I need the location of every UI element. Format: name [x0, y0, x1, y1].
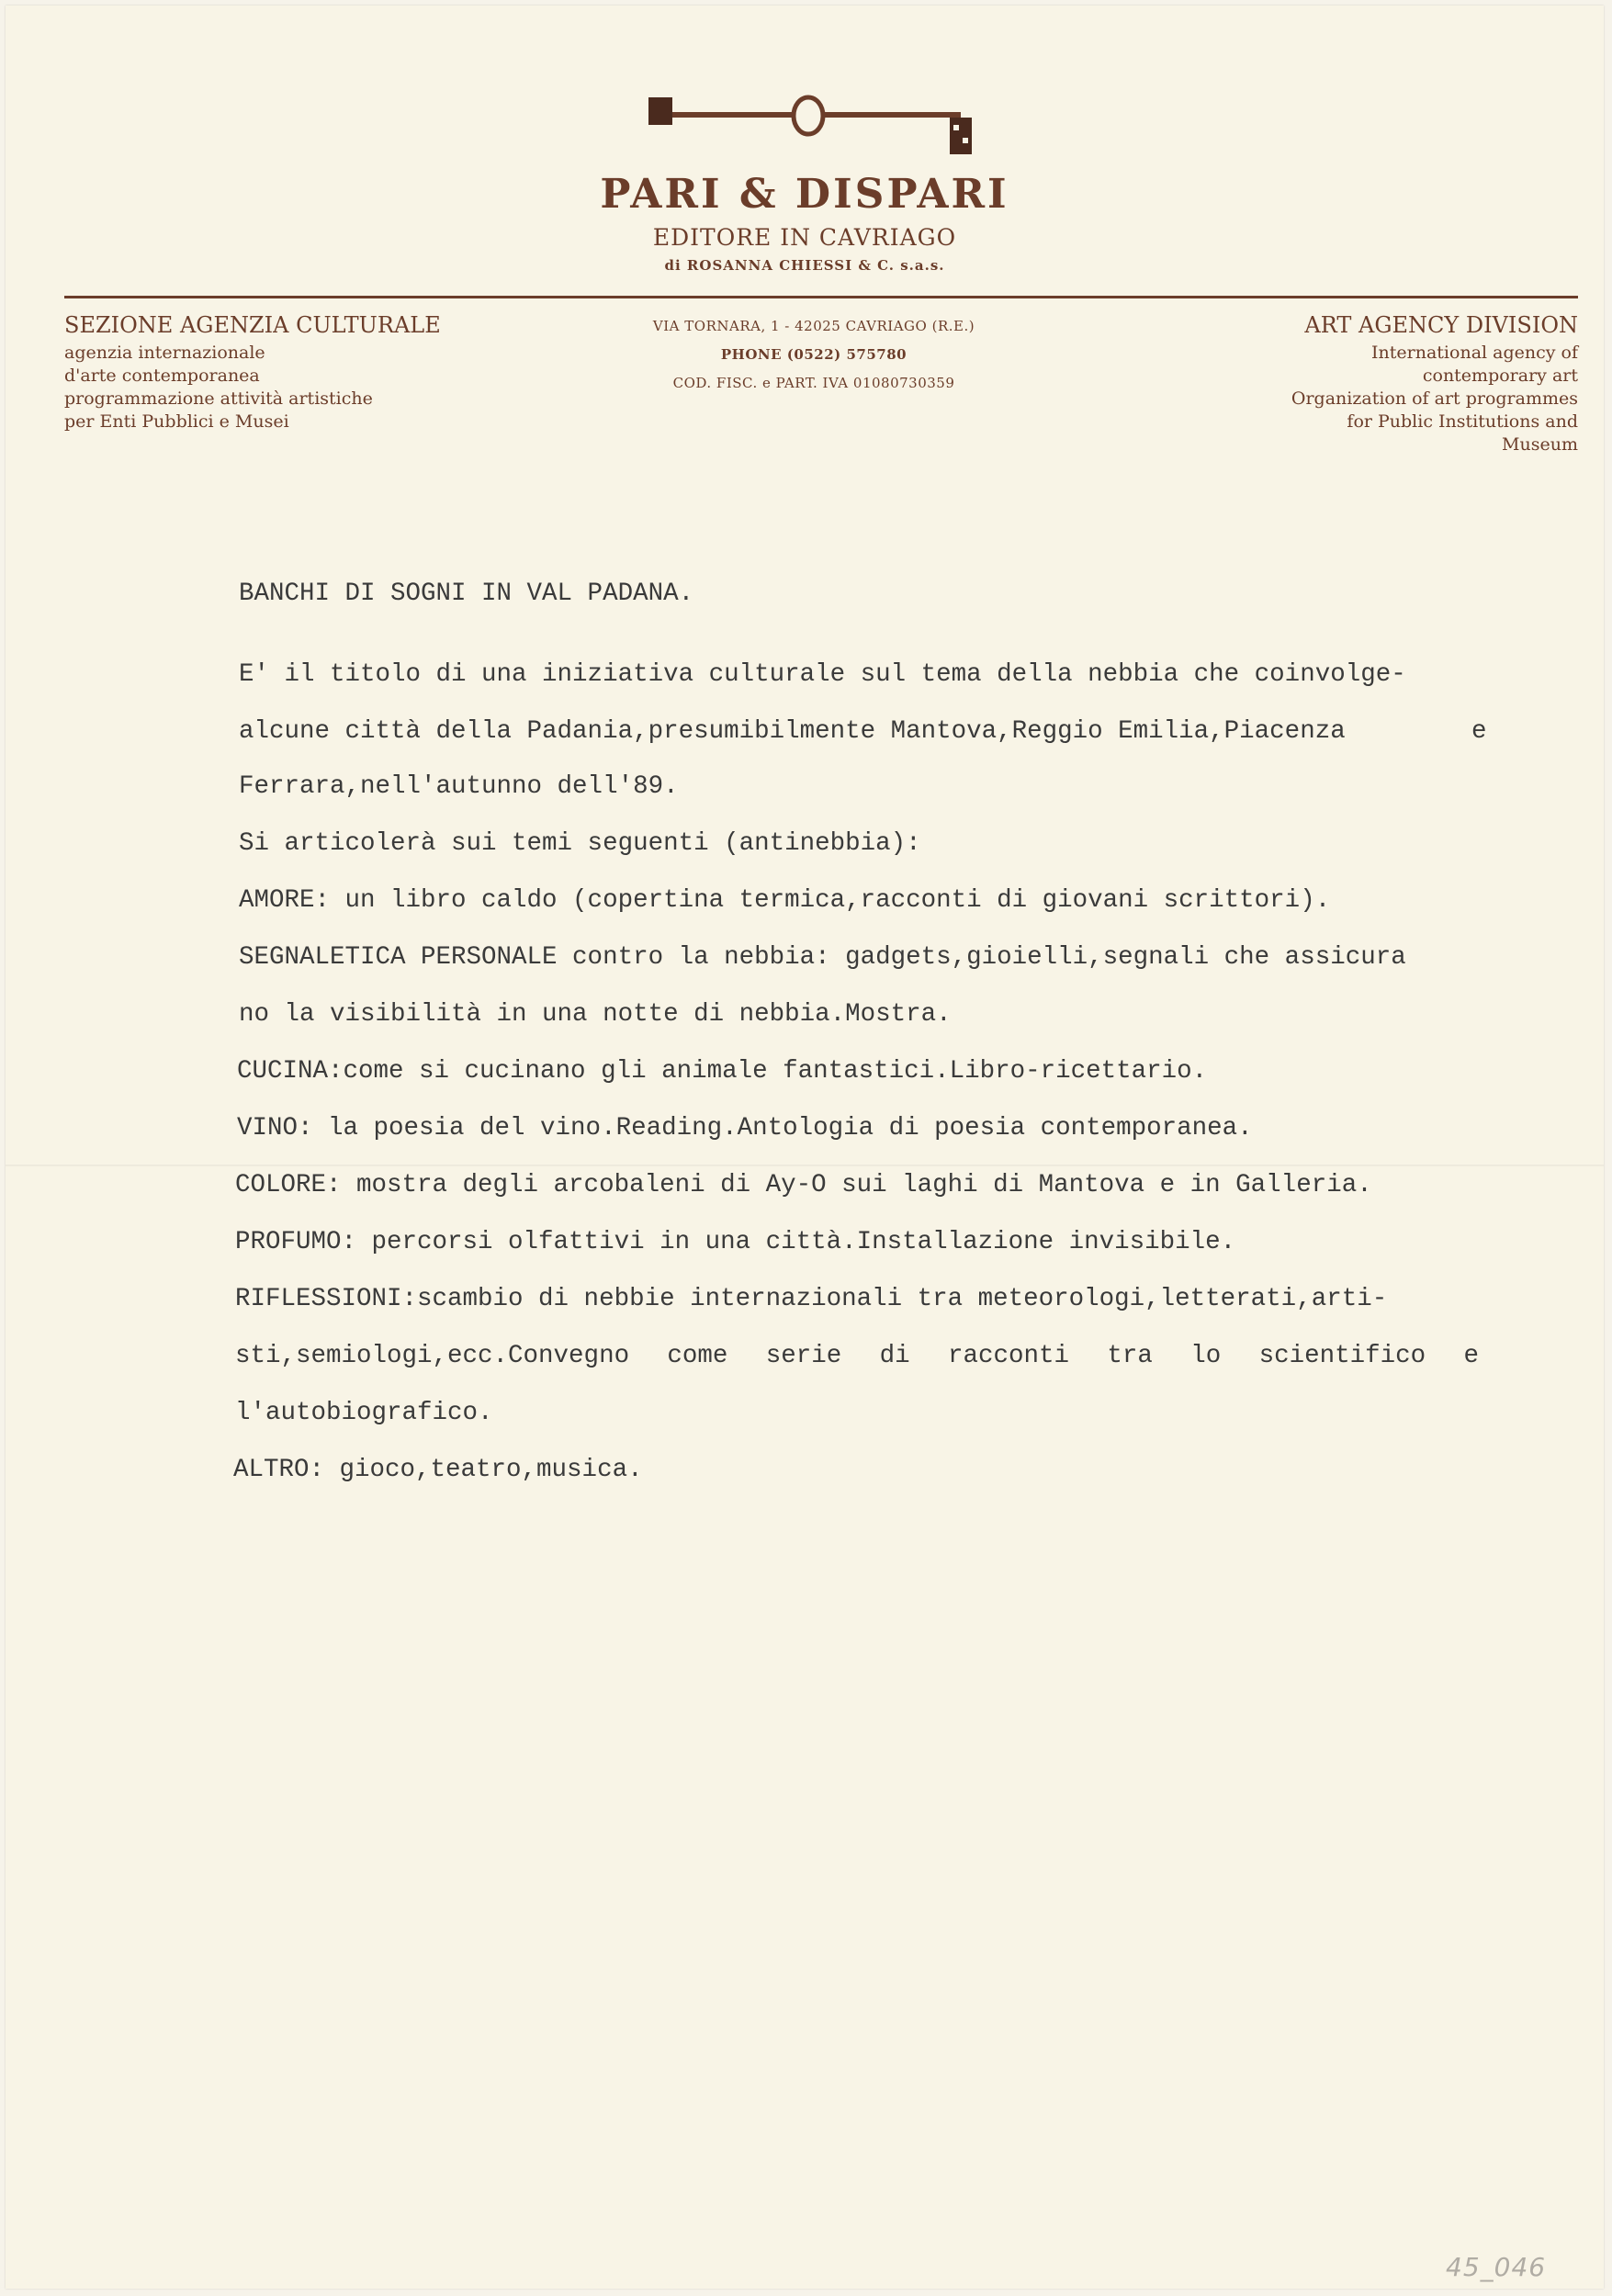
- intro-line: alcune città della Padania,presumibilmente Mantova,Reggio Emilia,Piacenza: [239, 717, 1346, 746]
- left-line: d'arte contemporanea: [64, 366, 260, 386]
- word: serie: [765, 1342, 842, 1370]
- theme-riflessioni: RIFLESSIONI:scambio di nebbie internazionali tra meteorologi,letterati,arti-: [235, 1285, 1388, 1313]
- word: tra: [1107, 1342, 1153, 1370]
- letterhead-right-column: [1071, 312, 1578, 456]
- theme-amore: AMORE: un libro caldo (copertina termica,racconti di giovani scrittori).: [239, 886, 1331, 915]
- paper-fold: [6, 1165, 1604, 1166]
- intro-line: Ferrara,nell'autunno dell'89.: [239, 772, 679, 801]
- theme-segnaletica: SEGNALETICA PERSONALE contro la nebbia: gadgets,gioielli,segnali che assicura: [239, 943, 1406, 972]
- theme-vino: VINO: la poesia del vino.Reading.Antologia di poesia contemporanea.: [237, 1114, 1253, 1142]
- right-line: Organization of art programmes: [1291, 388, 1578, 409]
- archive-number: 45_046: [1446, 2252, 1547, 2282]
- tax-line: COD. FISC. e PART. IVA 01080730359: [672, 375, 955, 391]
- word: di: [879, 1342, 910, 1370]
- phone-line: PHONE (0522) 575780: [720, 346, 907, 363]
- right-line: contemporary art: [1422, 366, 1578, 386]
- letterhead-rule: [64, 296, 1578, 298]
- address-line: VIA TORNARA, 1 - 42025 CAVRIAGO (R.E.): [652, 318, 975, 334]
- theme-segnaletica-cont: no la visibilità in una notte di nebbia.Mostra.: [239, 1000, 952, 1029]
- word: come: [667, 1342, 728, 1370]
- intro-line: E' il titolo di una iniziativa culturale sul tema della nebbia che coinvolge-: [239, 660, 1406, 689]
- right-line: Museum: [1502, 434, 1578, 455]
- left-line: per Enti Pubblici e Musei: [64, 411, 289, 432]
- letter-sheet: [6, 6, 1604, 2289]
- theme-colore: COLORE: mostra degli arcobaleni di Ay-O sui laghi di Mantova e in Galleria.: [235, 1171, 1372, 1199]
- right-line: for Public Institutions and: [1347, 411, 1578, 432]
- intro-line: e: [1471, 717, 1487, 746]
- letterhead-address: [557, 312, 1071, 398]
- theme-altro: ALTRO: gioco,teatro,musica.: [233, 1456, 643, 1484]
- letterhead-left-column: [64, 312, 542, 433]
- left-line: agenzia internazionale: [64, 343, 265, 363]
- brand-subtitle: EDITORE IN CAVRIAGO: [652, 224, 957, 251]
- document-title: BANCHI DI SOGNI IN VAL PADANA.: [239, 580, 694, 608]
- word: racconti: [948, 1342, 1070, 1370]
- word: scientifico: [1258, 1342, 1426, 1370]
- brand-name: PARI & DISPARI: [600, 171, 1009, 218]
- left-line: programmazione attività artistiche: [64, 388, 373, 409]
- word: e: [1463, 1342, 1479, 1370]
- theme-profumo: PROFUMO: percorsi olfattivi in una città.Installazione invisibile.: [235, 1228, 1236, 1256]
- theme-riflessioni-end: l'autobiografico.: [235, 1399, 493, 1427]
- right-heading: ART AGENCY DIVISION: [1304, 312, 1578, 338]
- left-heading: SEZIONE AGENZIA CULTURALE: [64, 312, 441, 338]
- theme-cucina: CUCINA:come si cucinano gli animale fantastici.Libro-ricettario.: [237, 1057, 1208, 1086]
- articulation-line: Si articolerà sui temi seguenti (antinebbia):: [239, 829, 921, 858]
- word: lo: [1190, 1342, 1222, 1370]
- brand-owner: di ROSANNA CHIESSI & C. s.a.s.: [664, 257, 945, 274]
- word: sti,semiologi,ecc.Convegno: [235, 1342, 630, 1370]
- theme-riflessioni-cont: [235, 1341, 1479, 1372]
- right-line: International agency of: [1371, 343, 1578, 363]
- key-logo-icon: [648, 94, 986, 167]
